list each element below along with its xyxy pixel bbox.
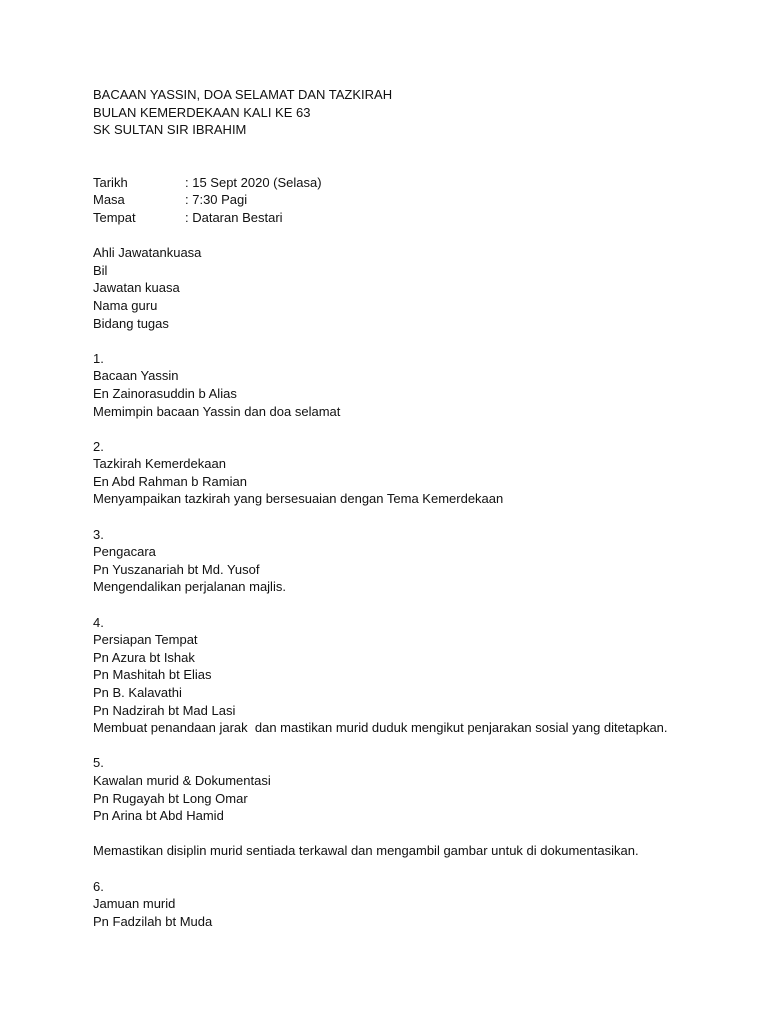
item-number: 2. [93, 438, 104, 454]
committee-item [93, 438, 733, 508]
item-role: Bacaan Yassin [93, 368, 179, 384]
info-row-masa [93, 191, 733, 209]
item-name: En Zainorasuddin b Alias [93, 385, 237, 401]
item-number: 3. [93, 526, 104, 542]
item-name: Pn Arina bt Abd Hamid [93, 808, 224, 824]
item-number: 1. [93, 350, 104, 366]
info-label: Tempat [93, 209, 136, 225]
header-school: SK SULTAN SIR IBRAHIM [93, 122, 247, 138]
column-header-nama: Nama guru [93, 297, 158, 313]
item-number: 4. [93, 614, 104, 630]
committee-item [93, 754, 733, 860]
item-name: Pn Rugayah bt Long Omar [93, 790, 248, 806]
item-name: Pn Yuszanariah bt Md. Yusof [93, 561, 260, 577]
header-title: BACAAN YASSIN, DOA SELAMAT DAN TAZKIRAH [93, 87, 393, 102]
info-value: : 7:30 Pagi [185, 192, 248, 208]
info-value: : 15 Sept 2020 (Selasa) [185, 174, 322, 190]
item-name: Pn Mashitah bt Elias [93, 667, 212, 683]
document-page [93, 86, 733, 930]
info-label: Masa [93, 192, 125, 208]
item-role: Kawalan murid & Dokumentasi [93, 772, 271, 788]
item-role: Tazkirah Kemerdekaan [93, 456, 226, 472]
column-header-jawatan: Jawatan kuasa [93, 280, 180, 296]
committee-title: Ahli Jawatankuasa [93, 245, 202, 261]
item-role: Persiapan Tempat [93, 632, 198, 648]
committee-item [93, 614, 733, 737]
item-role: Jamuan murid [93, 896, 176, 912]
item-task: Memastikan disiplin murid sentiada terkawal dan mengambil gambar untuk di dokumentasikan. [93, 843, 639, 859]
committee-item [93, 526, 733, 596]
item-task: Memimpin bacaan Yassin dan doa selamat [93, 403, 341, 419]
info-value: : Dataran Bestari [185, 209, 283, 225]
info-label: Tarikh [93, 174, 128, 190]
item-number: 6. [93, 878, 104, 894]
item-name: En Abd Rahman b Ramian [93, 473, 247, 489]
item-task: Membuat penandaan jarak dan mastikan murid duduk mengikut penjarakan sosial yang ditetapkan. [93, 720, 668, 736]
column-header-tugas: Bidang tugas [93, 315, 169, 331]
column-header-bil: Bil [93, 262, 108, 278]
item-task: Mengendalikan perjalanan majlis. [93, 579, 286, 595]
header-subtitle: BULAN KEMERDEKAAN KALI KE 63 [93, 104, 311, 120]
item-name: Pn Azura bt Ishak [93, 649, 195, 665]
item-number: 5. [93, 755, 104, 771]
item-role: Pengacara [93, 544, 156, 560]
committee-item [93, 878, 733, 931]
committee-item [93, 350, 733, 420]
item-name: Pn Fadzilah bt Muda [93, 913, 213, 929]
item-name: Pn Nadzirah bt Mad Lasi [93, 702, 236, 718]
item-name: Pn B. Kalavathi [93, 685, 182, 700]
info-row-tempat [93, 209, 733, 227]
item-task: Menyampaikan tazkirah yang bersesuaian dengan Tema Kemerdekaan [93, 491, 504, 507]
info-row-tarikh [93, 174, 733, 192]
